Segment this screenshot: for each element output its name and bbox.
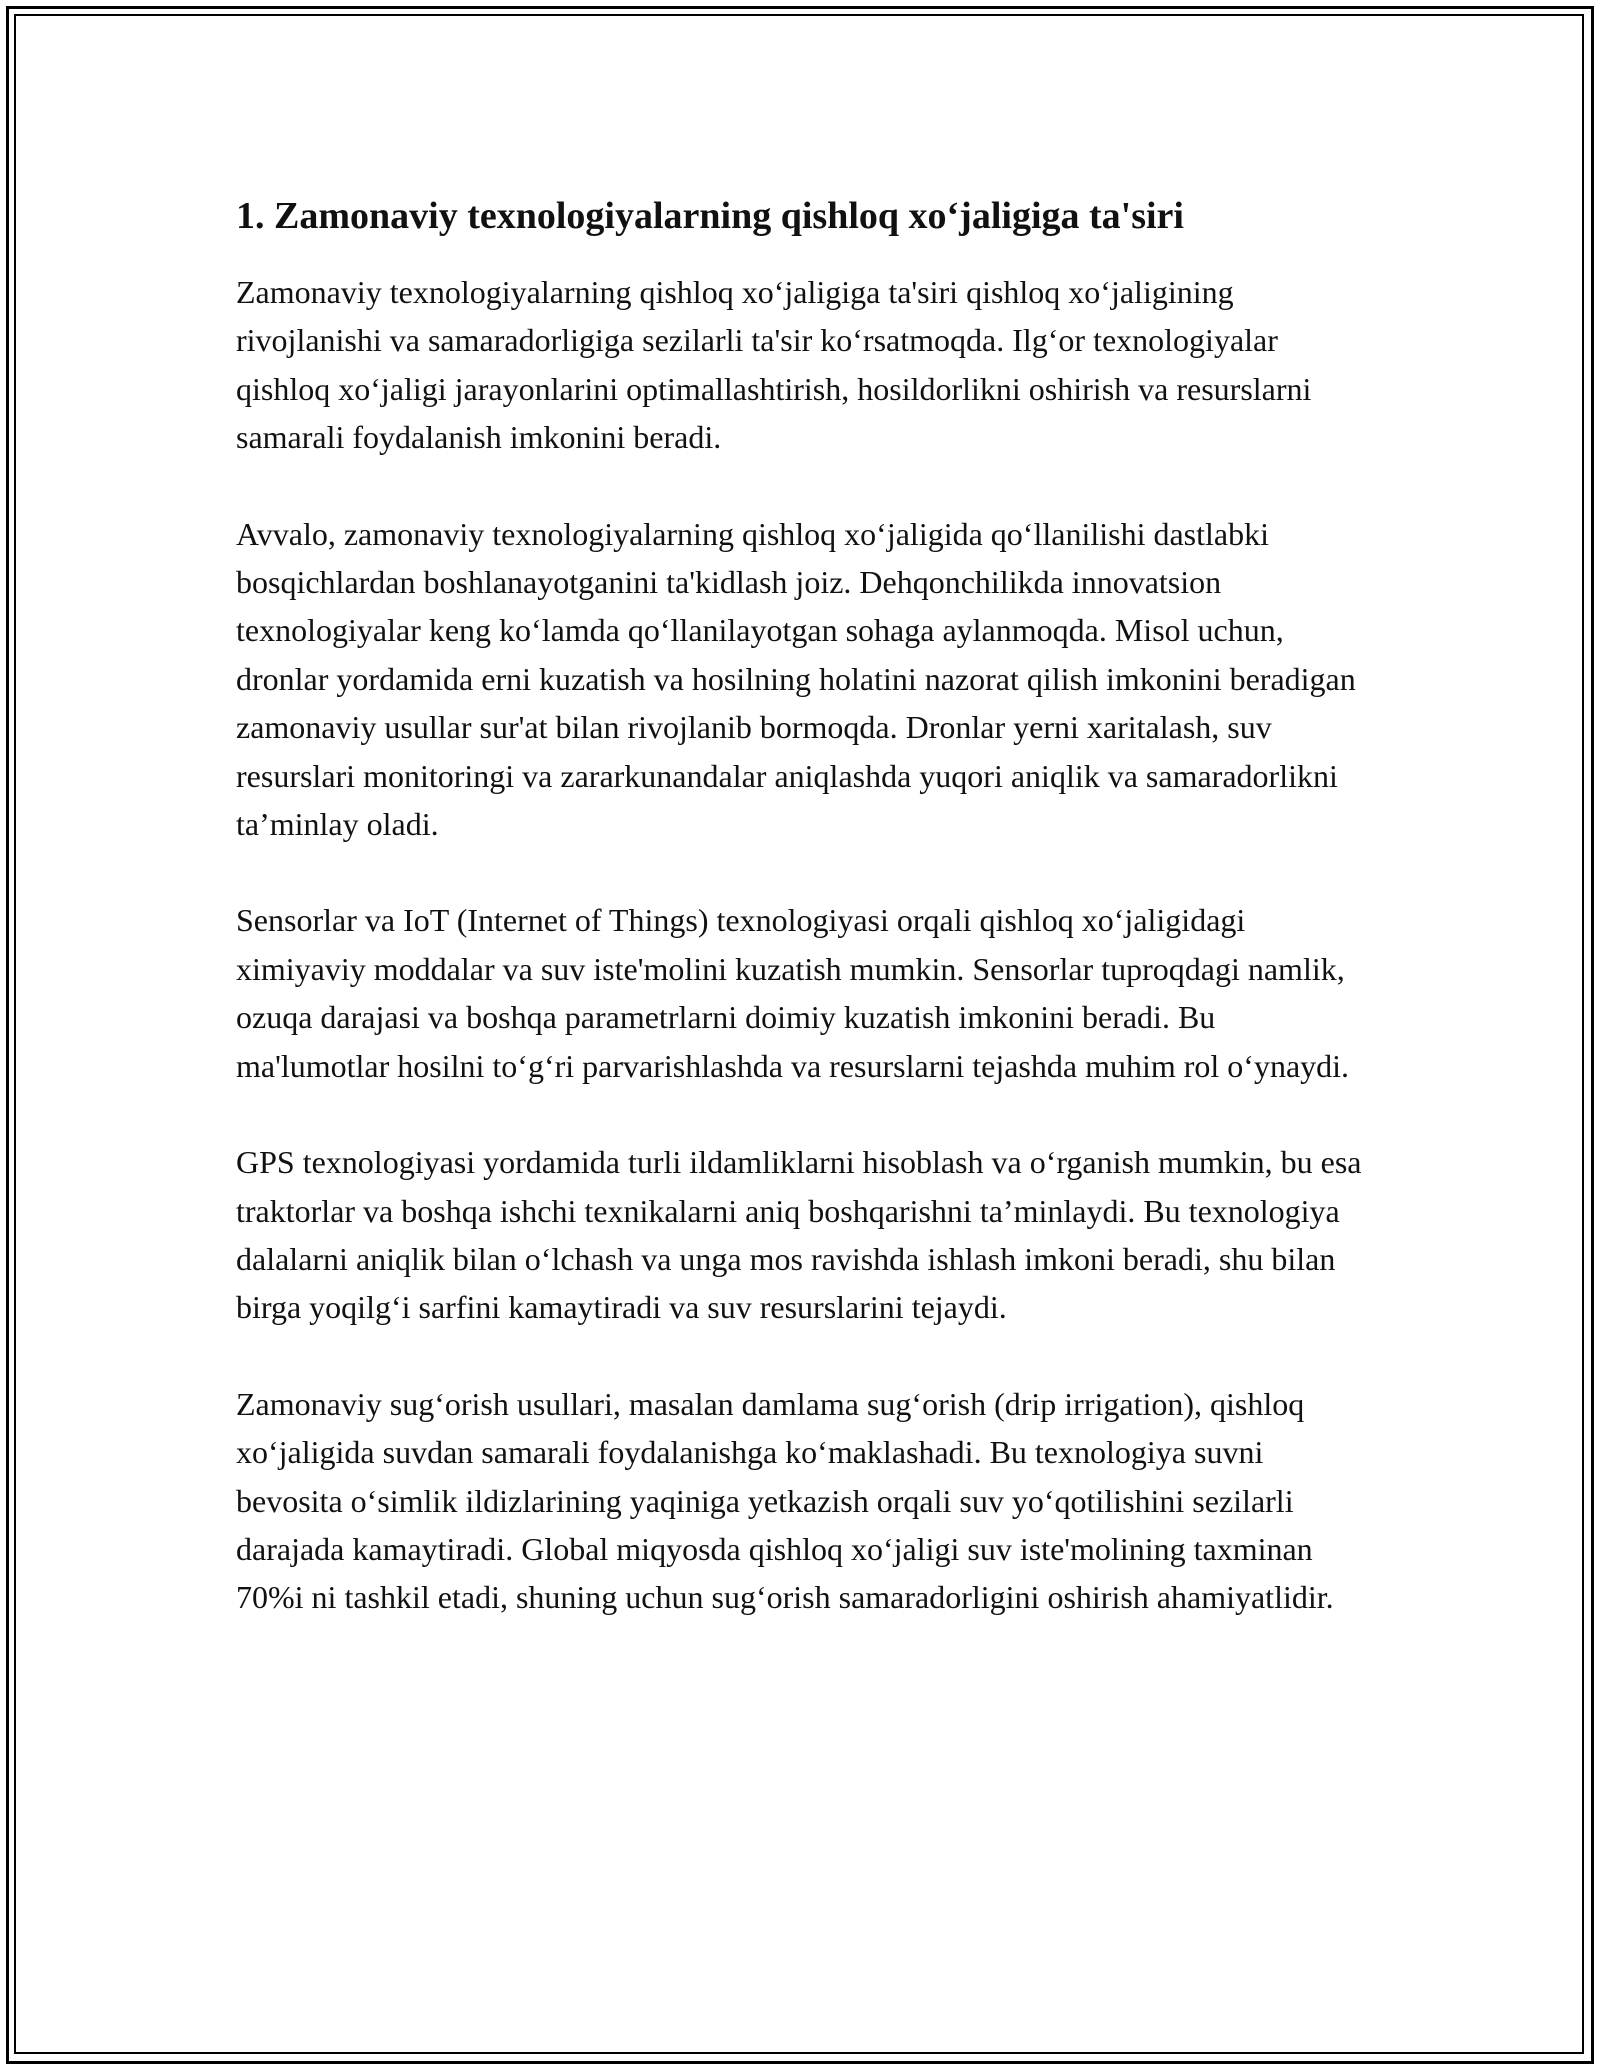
paragraph-gps: GPS texnologiyasi yordamida turli ildamliklarni hisoblash va o‘rganish mumkin, bu esa traktorlar va boshqa ishchi texnikalarni aniq boshqarishni ta’minlaydi. Bu texnologiya dalalarni aniqlik bilan o‘lchash va unga mos ravishda ishlash imkoni beradi, shu bilan birga yoqilg‘i sarfini kamaytiradi va suv resurslarini tejaydi. [236,1144,1362,1326]
paragraph-sensors-iot: Sensorlar va IoT (Internet of Things) texnologiyasi orqali qishloq xo‘jaligidagi ximiyaviy moddalar va suv iste'molini kuzatish mumkin. Sensorlar tuproqdagi namlik, ozuqa darajasi va boshqa parametrlarni doimiy kuzatish imkonini beradi. Bu ma'lumotlar hosilni to‘g‘ri parvarishlashda va resurslarni tejashda muhim rol o‘ynaydi. [236,902,1350,1084]
paragraph-intro: Zamonaviy texnologiyalarning qishloq xo‘jaligiga ta'siri qishloq xo‘jaligining rivojlanishi va samaradorligiga sezilarli ta'sir ko‘rsatmoqda. Ilg‘or texnologiyalar qishloq xo‘jaligi jarayonlarini optimallashtirish, hosildorlikni oshirish va resurslarni samarali foydalanish imkonini beradi. [236,274,1312,456]
paragraph-drones: Avvalo, zamonaviy texnologiyalarning qishloq xo‘jaligida qo‘llanilishi dastlabki bosqichlardan boshlanayotganini ta'kidlash joiz. Dehqonchilikda innovatsion texnologiyalar keng ko‘lamda qo‘llanilayotgan sohaga aylanmoqda. Misol uchun, dronlar yordamida erni kuzatish va hosilning holatini nazorat qilish imkonini beradigan zamonaviy usullar sur'at bilan rivojlanib bormoqda. Dronlar yerni xaritalash, suv resurslari monitoringi va zararkunandalar aniqlashda yuqori aniqlik va samaradorlikni ta’minlay oladi. [236,515,1356,843]
section-heading: 1. Zamonaviy texnologiyalarning qishloq xo‘jaligiga ta'siri [236,195,1184,237]
paragraph-irrigation: Zamonaviy sug‘orish usullari, masalan damlama sug‘orish (drip irrigation), qishloq xo‘jaligida suvdan samarali foydalanishga ko‘maklashadi. Bu texnologiya suvni bevosita o‘simlik ildizlarining yaqiniga yetkazish orqali suv yo‘qotilishini sezilarli darajada kamaytiradi. Global miqyosda qishloq xo‘jaligi suv iste'molining taxminan 70%i ni tashkil etadi, shuning uchun sug‘orish samaradorligini oshirish ahamiyatlidir. [236,1385,1334,1616]
document-body [236,186,1366,1670]
